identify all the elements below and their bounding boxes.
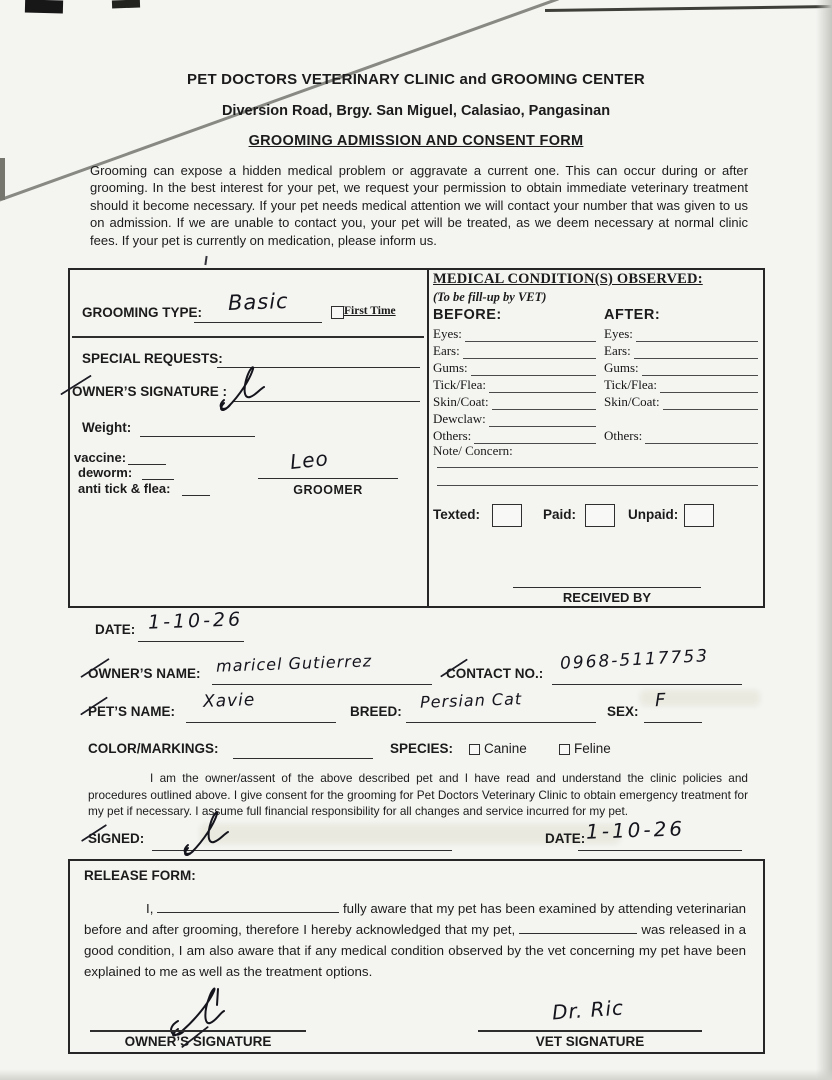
- species-feline-label: Feline: [574, 741, 611, 756]
- groomer-name-value: Leo: [288, 446, 330, 474]
- pets-name-value: Xavie: [202, 690, 256, 712]
- breed-value: Persian Cat: [419, 689, 523, 712]
- form-title: GROOMING ADMISSION AND CONSENT FORM: [248, 133, 584, 149]
- grooming-type-label: GROOMING TYPE:: [82, 305, 203, 320]
- vaccine-label: vaccine:: [74, 450, 127, 465]
- after-field-label: Ears:: [604, 343, 631, 358]
- canine-checkbox: [469, 744, 480, 755]
- groomer-label: GROOMER: [293, 483, 363, 497]
- received-by-label: RECEIVED BY: [562, 590, 652, 605]
- anti-tick-flea-label: anti tick & flea:: [78, 481, 171, 496]
- release-text-3: was released in a good condition, I am also aware that if any medical condition observed by the vet concerning my pet have been explained to me as well as the treatment options.: [84, 922, 746, 979]
- owner-signature-label: OWNER’S SIGNATURE: [124, 1034, 272, 1049]
- first-time-checkbox: [331, 306, 344, 319]
- sex-value: F: [654, 689, 667, 712]
- paid-label: Paid:: [543, 507, 577, 522]
- before-field-label: Eyes:: [433, 326, 462, 341]
- after-field-label: Others:: [604, 428, 643, 443]
- contact-no-label: CONTACT NO.:: [446, 666, 544, 681]
- note-concern-label: Note/ Concern:: [433, 443, 513, 458]
- special-requests-label: SPECIAL REQUESTS:: [82, 351, 223, 366]
- species-canine-label: Canine: [484, 741, 527, 756]
- feline-checkbox: [559, 744, 570, 755]
- consent-paragraph: I am the owner/assent of the above described pet and I have read and understand the clinic policies and procedures outlined above. I give consent for the grooming for Pet Doctors Veterinary Clinic to obtain emergency treatment for my pet if necessary. I assume full financial responsibility for all changes and service incurred for my pet.: [88, 771, 748, 818]
- release-paragraph: [84, 898, 746, 982]
- after-label: AFTER:: [604, 307, 661, 323]
- before-field-label: Others:: [433, 428, 472, 443]
- release-form-title: RELEASE FORM:: [84, 868, 196, 883]
- intro-paragraph: Grooming can expose a hidden medical problem or aggravate a current one. This can occur during or after grooming. In the best interest for your pet, we request your permission to obtain immediate veterinary treatment should it become necessary. If your pet needs medical attention we will contact your number that was given to us on admission. If we are unable to contact you, your pet will be treated, as we deem necessary at normal clinic fees. If your pet is currently on medication, please inform us.: [90, 163, 748, 248]
- owners-name-value: maricel Gutierrez: [215, 651, 373, 676]
- scan-edge-bottom: [0, 1069, 832, 1080]
- after-field-label: Eyes:: [604, 326, 633, 341]
- date-label: DATE:: [95, 622, 136, 637]
- owners-signature-label: OWNER’S SIGNATURE :: [72, 384, 227, 399]
- medical-title: MEDICAL CONDITION(S) OBSERVED:: [433, 271, 703, 287]
- weight-label: Weight:: [82, 420, 132, 435]
- species-label: SPECIES:: [390, 741, 454, 756]
- scan-mark: [25, 0, 63, 13]
- before-field-label: Dewclaw:: [433, 411, 486, 426]
- contact-no-value: 0968-5117753: [559, 646, 710, 674]
- vet-signature-value: Dr. Ric: [551, 995, 625, 1025]
- texted-label: Texted:: [433, 507, 481, 522]
- before-field-label: Tick/Flea:: [433, 377, 486, 392]
- before-field-label: Gums:: [433, 360, 468, 375]
- vet-signature-label: VET SIGNATURE: [535, 1034, 645, 1049]
- first-time-label: First Time: [344, 305, 396, 317]
- color-markings-label: COLOR/MARKINGS:: [88, 741, 219, 756]
- release-name-blank: [157, 900, 339, 913]
- texted-checkbox: [492, 504, 522, 527]
- scan-mark: [0, 158, 5, 200]
- unpaid-label: Unpaid:: [628, 507, 679, 522]
- medical-subtitle: (To be fill-up by VET): [433, 290, 547, 304]
- after-field-label: Tick/Flea:: [604, 377, 657, 392]
- scan-mark: [112, 0, 140, 8]
- before-field-label: Ears:: [433, 343, 460, 358]
- owners-name-label: OWNER’S NAME:: [88, 666, 201, 681]
- date-value: 1-10-26: [147, 608, 244, 634]
- after-field-label: Skin/Coat:: [604, 394, 660, 409]
- signed-signature-ink: [180, 808, 238, 861]
- before-label: BEFORE:: [433, 307, 502, 323]
- pets-name-label: PET’S NAME:: [88, 704, 176, 719]
- signed-date-label: DATE:: [545, 831, 586, 846]
- grooming-type-value: Basic: [227, 288, 290, 316]
- deworm-label: deworm:: [78, 465, 133, 480]
- stray-pen-mark: [204, 256, 207, 265]
- breed-label: BREED:: [350, 704, 402, 719]
- before-field-label: Skin/Coat:: [433, 394, 489, 409]
- release-text-1: I,: [146, 901, 154, 916]
- unpaid-checkbox: [684, 504, 714, 527]
- clinic-address: Diversion Road, Brgy. San Miguel, Calasiao, Pangasinan: [221, 103, 611, 119]
- after-field-label: Gums:: [604, 360, 639, 375]
- owner-signature-ink: [216, 363, 274, 416]
- paid-checkbox: [585, 504, 615, 527]
- scan-edge-right: [816, 0, 832, 1080]
- release-pet-blank: [519, 921, 637, 934]
- paper-top-edge: [545, 5, 832, 12]
- signed-date-value: 1-10-26: [585, 816, 686, 844]
- signed-label: SIGNED:: [88, 831, 145, 846]
- box-divider: [427, 268, 429, 606]
- release-text-2: fully aware that my pet has been examined by attending veterinarian before and after grooming, therefore I hereby acknowledged that my pet,: [84, 901, 746, 937]
- sex-label: SEX:: [607, 704, 639, 719]
- clinic-name: PET DOCTORS VETERINARY CLINIC and GROOMING CENTER: [187, 71, 645, 88]
